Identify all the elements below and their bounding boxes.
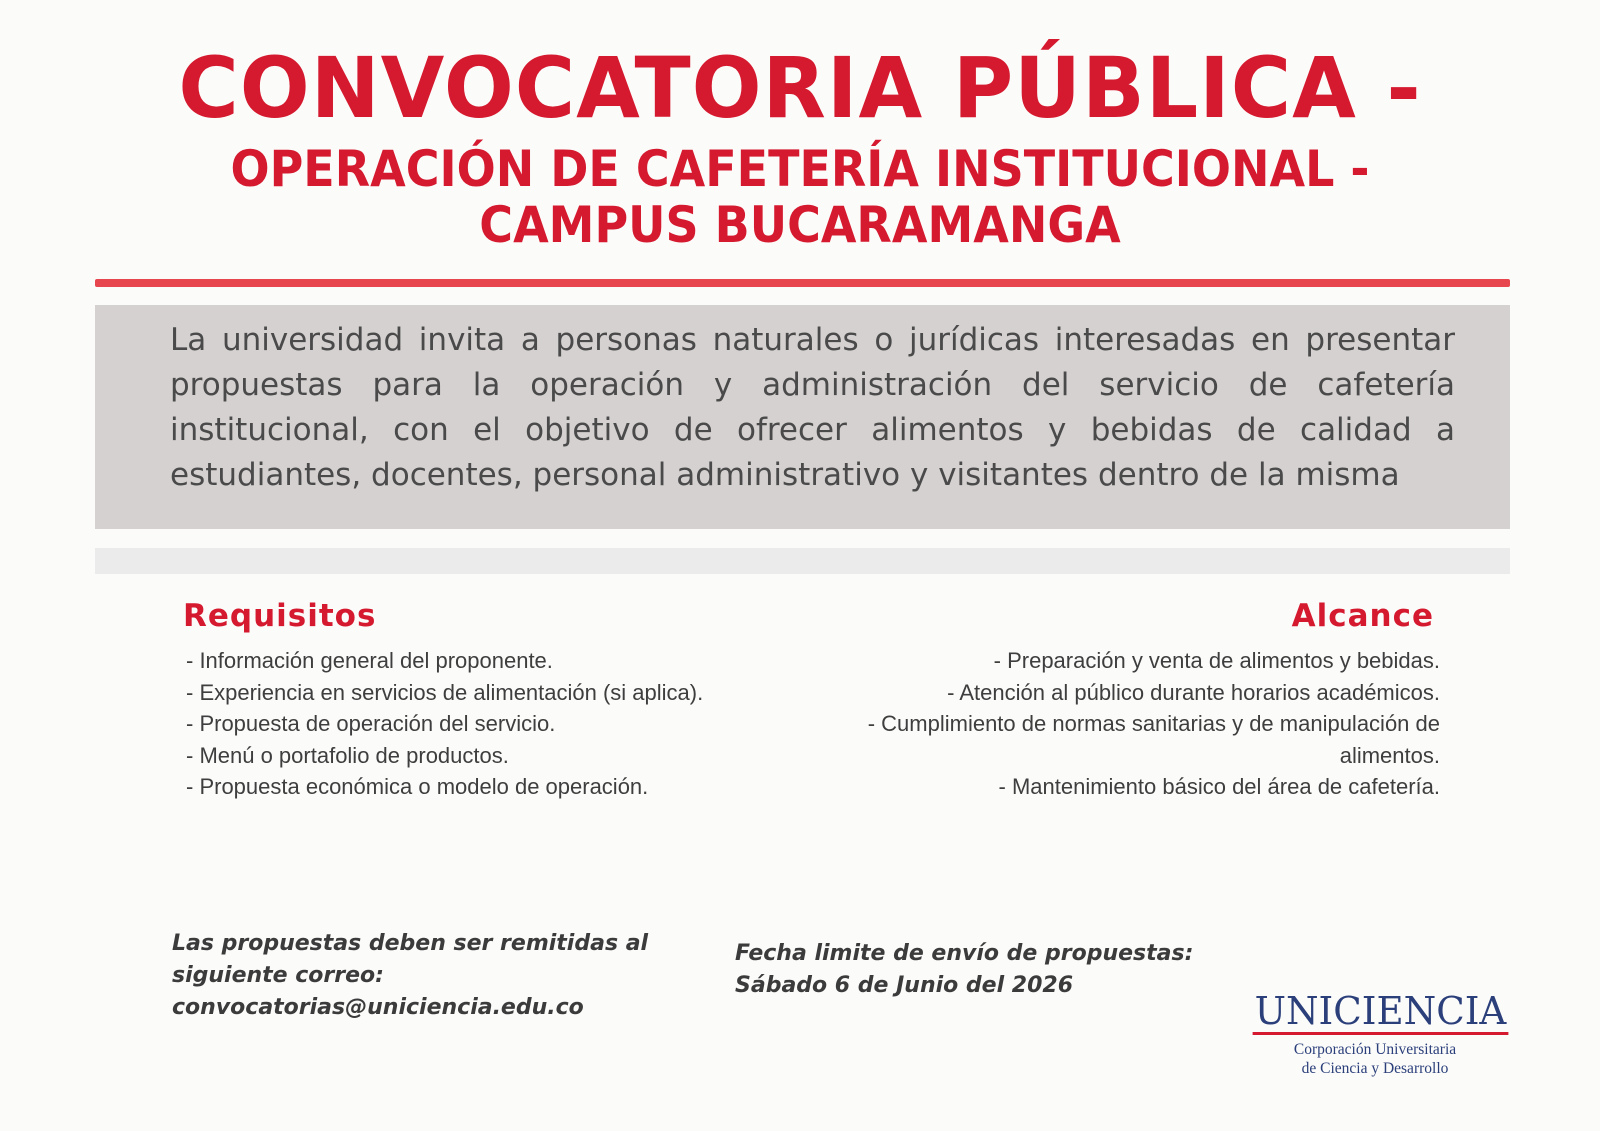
section-divider-strip — [95, 548, 1510, 574]
logo-wordmark: UNICIENCIA — [1254, 989, 1507, 1033]
submission-info — [172, 928, 692, 1024]
page-title: CONVOCATORIA PÚBLICA - — [178, 39, 1422, 137]
deadline-info — [735, 938, 1195, 1002]
list-item: - Propuesta de operación del servicio. — [186, 711, 556, 736]
alcance-list — [800, 645, 1440, 803]
page-subtitle-line2: CAMPUS BUCARAMANGA — [479, 196, 1121, 254]
list-item: - Mantenimiento básico del área de cafetería. — [998, 774, 1440, 799]
list-item: - Menú o portafolio de productos. — [186, 742, 509, 768]
submission-text-line1: Las propuestas deben ser remitidas al — [172, 931, 649, 956]
list-item: - Cumplimiento de normas sanitarias y de manipulación de alimentos. — [867, 711, 1440, 768]
uniciencia-logo — [1250, 989, 1507, 1078]
list-item: - Propuesta económica o modelo de operación. — [186, 774, 649, 799]
alcance-heading: Alcance — [1291, 598, 1434, 634]
requisitos-list — [186, 645, 806, 803]
logo-subtitle-line1: Corporación Universitaria — [1293, 1041, 1457, 1058]
requisitos-heading: Requisitos — [183, 598, 377, 634]
submission-email[interactable]: convocatorias@uniciencia.edu.co — [172, 995, 584, 1020]
list-item: - Información general del proponente. — [186, 648, 553, 673]
page-subtitle-line1: OPERACIÓN DE CAFETERÍA INSTITUCIONAL - — [230, 140, 1370, 198]
logo-subtitle-line2: de Ciencia y Desarrollo — [1301, 1060, 1449, 1077]
list-item: - Atención al público durante horarios académicos. — [947, 679, 1440, 705]
list-item: - Experiencia en servicios de alimentación (si aplica). — [186, 679, 704, 705]
intro-paragraph: La universidad invita a personas naturales o jurídicas interesadas en presentar propuestas para la operación y administración del servicio de cafetería institucional, con el objetivo de ofrecer alimentos y bebidas de calidad a estudiantes, docentes, personal administrativo y visitantes dentro de la misma — [170, 322, 1455, 493]
deadline-label: Fecha limite de envío de propuestas: — [735, 941, 1194, 966]
list-item: - Preparación y venta de alimentos y bebidas. — [993, 648, 1440, 673]
title-divider — [95, 279, 1510, 287]
submission-text-line2: siguiente correo: — [172, 963, 384, 988]
deadline-date: Sábado 6 de Junio del 2026 — [735, 973, 1074, 998]
